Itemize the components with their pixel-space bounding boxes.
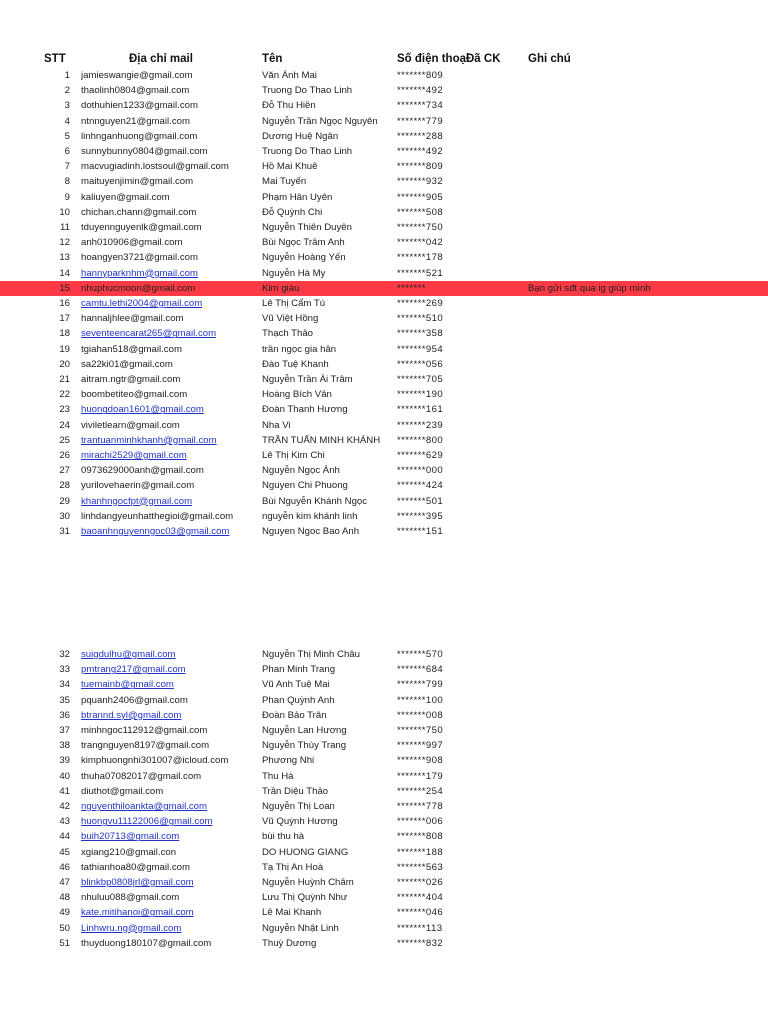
phone-cell: *******288 (397, 130, 444, 142)
phone-cell: *******809 (397, 161, 444, 173)
table-row (0, 205, 768, 220)
email-cell: minhngoc112912@gmail.com (81, 725, 208, 736)
table-row (0, 281, 768, 296)
email-cell: nhuluu088@gmail.com (81, 892, 180, 904)
name-cell: Thu Hà (262, 770, 294, 782)
row-number: 45 (59, 846, 70, 858)
phone-cell: *******684 (397, 664, 444, 676)
table-row (0, 220, 768, 235)
row-number: 50 (59, 922, 70, 934)
row-number: 2 (64, 85, 70, 97)
row-number: 1 (64, 70, 70, 81)
name-cell: Vũ Anh Tuệ Mai (262, 679, 330, 691)
phone-cell: *******508 (397, 206, 444, 218)
phone-cell: *******779 (397, 115, 444, 127)
email-cell: 0973629000anh@gmail.com (81, 465, 204, 477)
phone-cell: *******750 (397, 222, 444, 233)
row-number: 21 (59, 374, 70, 385)
phone-cell: *******563 (397, 861, 444, 873)
email-cell: xgiang210@gmail.con (81, 846, 177, 858)
phone-cell: *******008 (397, 709, 444, 721)
name-cell: Thuỳ Dương (262, 937, 317, 949)
email-cell: pquanh2406@gmail.com (81, 694, 188, 706)
header-email: Địa chỉ mail (129, 53, 193, 65)
row-number: 47 (59, 877, 70, 888)
email-cell: hannaljhlee@gmail.com (81, 313, 184, 325)
row-number: 34 (59, 679, 70, 691)
name-cell: Dương Huệ Ngân (262, 130, 339, 142)
row-number: 28 (59, 480, 70, 492)
phone-cell: *******395 (397, 510, 444, 522)
row-number: 26 (59, 450, 70, 461)
phone-cell: *******042 (397, 237, 444, 249)
row-number: 48 (59, 892, 70, 904)
table-row (0, 418, 768, 433)
email-cell: ntnnguyen21@gmail.com (81, 115, 190, 127)
phone-cell: *******932 (397, 176, 444, 188)
row-number: 29 (59, 495, 70, 507)
phone-cell: *******178 (397, 252, 444, 264)
table-row (0, 326, 768, 341)
phone-cell: *******056 (397, 358, 444, 370)
name-cell: Vũ Việt Hồng (262, 313, 319, 325)
table-row (0, 875, 768, 890)
table-row (0, 311, 768, 326)
phone-cell: *******026 (397, 877, 444, 888)
phone-cell: *******190 (397, 389, 444, 401)
name-cell: Đoàn Bảo Trân (262, 709, 327, 721)
phone-cell: *******006 (397, 816, 444, 828)
name-cell: bùi thu hà (262, 831, 305, 843)
table-row (0, 144, 768, 159)
table-row (0, 921, 768, 936)
table-row (0, 433, 768, 448)
row-number: 5 (64, 130, 70, 142)
email-cell: sa22ki01@gmail.com (81, 358, 173, 370)
email-cell[interactable]: blinkbp0808jrl@gmail.com (81, 877, 194, 888)
table-row (0, 342, 768, 357)
row-number: 16 (59, 298, 70, 309)
header-paid: Đã CK (466, 53, 501, 65)
row-number: 35 (59, 694, 70, 706)
row-number: 24 (59, 419, 70, 431)
row-number: 19 (59, 343, 70, 355)
table-row (0, 784, 768, 799)
row-number: 9 (64, 191, 70, 203)
name-cell: Mai Tuyến (262, 176, 307, 188)
email-cell: tathianhoa80@gmail.com (81, 861, 190, 873)
table-row (0, 478, 768, 493)
row-number: 39 (59, 755, 70, 767)
email-cell: nhuphucmoon@gmail.com (81, 282, 196, 294)
email-cell[interactable]: btrannd.syl@gmail.com (81, 709, 182, 721)
table-row (0, 647, 768, 662)
phone-cell: *******424 (397, 480, 444, 492)
name-cell: Vũ Quỳnh Hương (262, 816, 338, 828)
row-number: 46 (59, 861, 70, 873)
name-cell: Nguyen Chi Phuong (262, 480, 348, 492)
table-row (0, 708, 768, 723)
email-cell: kaliuyen@gmail.com (81, 191, 170, 203)
name-cell: Lê Mai Khanh (262, 907, 322, 919)
name-cell: TRẦN TUẤN MINH KHÁNH (262, 434, 381, 446)
name-cell: Nguyễn Hà My (262, 267, 326, 279)
table-row (0, 68, 768, 83)
name-cell: Nguyễn Nhật Linh (262, 922, 339, 934)
row-number: 30 (59, 510, 70, 522)
name-cell: Bùi Ngọc Trâm Anh (262, 237, 345, 249)
table-row (0, 693, 768, 708)
row-number: 36 (59, 709, 70, 721)
row-number: 11 (60, 222, 70, 233)
note-cell: Bạn gửi sđt qua ig giúp mình (528, 282, 651, 294)
email-cell[interactable]: pmtrang217@gmail.com (81, 664, 186, 676)
table-row (0, 235, 768, 250)
table-row (0, 448, 768, 463)
name-cell: Bùi Nguyễn Khánh Ngọc (262, 495, 368, 507)
name-cell: Nguyễn Thùy Trang (262, 740, 347, 752)
table-row (0, 524, 768, 539)
phone-cell: *******404 (397, 892, 444, 904)
email-cell[interactable]: tuemainb@gmail.com (81, 679, 174, 691)
table-row (0, 814, 768, 829)
phone-cell: *******161 (397, 404, 444, 416)
phone-cell: ******* (397, 282, 426, 294)
email-cell: linhnganhuong@gmail.com (81, 130, 198, 142)
phone-cell: *******705 (397, 374, 444, 385)
row-number: 51 (59, 937, 70, 949)
name-cell: Phan Quỳnh Anh (262, 694, 335, 706)
email-cell: diuthot@gmail.com (81, 785, 164, 797)
table-row (0, 738, 768, 753)
name-cell: Kim giàu (262, 282, 300, 294)
header-row (0, 50, 768, 68)
name-cell: Đào Tuệ Khanh (262, 358, 329, 370)
row-number: 20 (59, 358, 70, 370)
table-row (0, 829, 768, 844)
table-row (0, 98, 768, 113)
row-number: 10 (59, 206, 70, 218)
name-cell: Nguyễn Huỳnh Châm (262, 877, 354, 888)
phone-cell: *******997 (397, 740, 444, 752)
table-row (0, 159, 768, 174)
phone-cell: *******799 (397, 679, 444, 691)
row-number: 12 (59, 237, 70, 249)
row-number: 22 (59, 389, 70, 401)
table-row (0, 372, 768, 387)
table-row (0, 296, 768, 311)
table-row (0, 114, 768, 129)
name-cell: Lê Thị Kim Chi (262, 450, 325, 461)
email-cell: linhdangyeunhatthegioi@gmail.com (81, 510, 234, 522)
table-row (0, 357, 768, 372)
phone-cell: *******908 (397, 755, 444, 767)
table-row (0, 387, 768, 402)
email-cell: macvugiadinh.lostsoul@gmail.com (81, 161, 229, 173)
email-cell[interactable]: kate.mitihanoi@gmail.com (81, 907, 194, 919)
phone-cell: *******046 (397, 907, 444, 919)
email-cell[interactable]: suigdulhu@gmail.com (81, 649, 176, 660)
email-cell: dothuhien1233@gmail.com (81, 100, 198, 112)
phone-cell: *******521 (397, 267, 444, 279)
phone-cell: *******492 (397, 85, 444, 97)
phone-cell: *******501 (397, 495, 444, 507)
table-row (0, 662, 768, 677)
phone-cell: *******358 (397, 328, 444, 340)
row-number: 33 (59, 664, 70, 676)
name-cell: Nguyễn Hoàng Yến (262, 252, 346, 264)
email-cell[interactable]: buih20713@gmail.com (81, 831, 180, 843)
row-number: 25 (59, 434, 70, 446)
phone-cell: *******254 (397, 785, 444, 797)
phone-cell: *******510 (397, 313, 444, 325)
email-cell[interactable]: camtu.lethi2004@gmail.com (81, 298, 203, 309)
email-cell: anh010906@gmail.com (81, 237, 183, 249)
email-cell: hoangyen3721@gmail.com (81, 252, 198, 264)
phone-cell: *******179 (397, 770, 444, 782)
name-cell: Nguyễn Thị Loan (262, 801, 335, 812)
row-number: 17 (59, 313, 70, 325)
name-cell: Truong Do Thao Linh (262, 146, 353, 157)
row-number: 43 (59, 816, 70, 828)
phone-cell: *******151 (397, 526, 444, 537)
email-cell[interactable]: nguyenthiloankta@gmail.com (81, 801, 207, 812)
email-cell[interactable]: Linhwru.ng@gmail.com (81, 922, 182, 934)
email-cell: thuyduong180107@gmail.com (81, 937, 212, 949)
row-number: 49 (59, 907, 70, 919)
name-cell: Đoàn Thanh Hương (262, 404, 348, 416)
phone-cell: *******239 (397, 419, 444, 431)
email-cell[interactable]: baoanhnguyenngoc03@gmail.com (81, 526, 230, 537)
table-row (0, 769, 768, 784)
table-row (0, 845, 768, 860)
phone-cell: *******800 (397, 434, 444, 446)
header-name: Tên (262, 53, 283, 65)
name-cell: Nguyen Ngoc Bao Anh (262, 526, 360, 537)
name-cell: Hoàng Bích Vân (262, 389, 332, 401)
table-row (0, 174, 768, 189)
email-cell: tduyennguyenlk@gmail.com (81, 222, 202, 233)
name-cell: Hồ Mai Khuê (262, 161, 318, 173)
phone-cell: *******832 (397, 937, 444, 949)
email-cell[interactable]: hannyparknhm@gmail.com (81, 267, 198, 279)
name-cell: Phương Nhi (262, 755, 315, 767)
row-number: 37 (59, 725, 70, 736)
row-number: 8 (64, 176, 70, 188)
row-number: 40 (59, 770, 70, 782)
phone-cell: *******808 (397, 831, 444, 843)
name-cell: Đỗ Quỳnh Chi (262, 206, 323, 218)
name-cell: Phan Minh Trang (262, 664, 336, 676)
table-row (0, 190, 768, 205)
phone-cell: *******000 (397, 465, 444, 477)
phone-cell: *******734 (397, 100, 444, 112)
name-cell: Thạch Thảo (262, 328, 314, 340)
email-cell: viviletlearn@gmail.com (81, 419, 180, 431)
email-cell[interactable]: huongdoan1601@gmail.com (81, 404, 204, 416)
row-number: 14 (59, 267, 70, 279)
name-cell: Nguyễn Trần Ngọc Nguyên (262, 115, 378, 127)
table-row (0, 936, 768, 951)
phone-cell: *******492 (397, 146, 444, 157)
name-cell: Nguyễn Trần Ái Trâm (262, 374, 353, 385)
phone-cell: *******269 (397, 298, 444, 309)
phone-cell: *******570 (397, 649, 444, 660)
name-cell: nguyễn kim khánh linh (262, 510, 358, 522)
row-number: 4 (64, 115, 70, 127)
name-cell: trần ngọc gia hân (262, 343, 337, 355)
email-cell[interactable]: mirachi2529@gmail.com (81, 450, 187, 461)
name-cell: Đỗ Thu Hiền (262, 100, 316, 112)
phone-cell: *******629 (397, 450, 444, 461)
email-cell: thaolinh0804@gmail.com (81, 85, 190, 97)
email-cell: yurilovehaerin@gmail.com (81, 480, 195, 492)
name-cell: DO HUONG GIANG (262, 846, 349, 858)
table-row (0, 753, 768, 768)
phone-cell: *******905 (397, 191, 444, 203)
phone-cell: *******809 (397, 70, 444, 81)
table-row (0, 509, 768, 524)
email-cell[interactable]: khanhngocfpt@gmail.com (81, 495, 193, 507)
row-number: 42 (59, 801, 70, 812)
header-stt: STT (44, 53, 66, 65)
email-cell: maituyenjimin@gmail.com (81, 176, 194, 188)
table-row (0, 494, 768, 509)
table-row (0, 860, 768, 875)
table-row (0, 723, 768, 738)
name-cell: Lê Thị Cẩm Tú (262, 298, 326, 309)
phone-cell: *******188 (397, 846, 444, 858)
email-cell[interactable]: seventeencarat265@gmail.com (81, 328, 217, 340)
table-row (0, 799, 768, 814)
row-number: 13 (59, 252, 70, 264)
name-cell: Truong Do Thao Linh (262, 85, 353, 97)
row-number: 6 (64, 146, 70, 157)
email-cell: sunnybunny0804@gmail.com (81, 146, 208, 157)
row-number: 23 (59, 404, 70, 416)
row-number: 18 (59, 328, 70, 340)
email-cell: kimphuongnhi301007@icloud.com (81, 755, 229, 767)
name-cell: Nguyễn Thị Minh Châu (262, 649, 360, 660)
table-row (0, 83, 768, 98)
name-cell: Trần Diệu Thảo (262, 785, 329, 797)
email-cell[interactable]: trantuanminhkhanh@gmail.com (81, 434, 217, 446)
header-note: Ghi chú (528, 53, 571, 65)
table-row (0, 250, 768, 265)
table-row (0, 463, 768, 478)
email-cell: jamieswangie@gmail.com (81, 70, 193, 81)
email-cell: tgiahan518@gmail.com (81, 343, 182, 355)
table-row (0, 890, 768, 905)
name-cell: Nha Vi (262, 419, 291, 431)
phone-cell: *******100 (397, 694, 444, 706)
row-number: 27 (59, 465, 70, 477)
table-row (0, 677, 768, 692)
header-phone: Số điện thoại (397, 53, 470, 65)
row-number: 32 (59, 649, 70, 660)
email-cell: trangnguyen8197@gmail.com (81, 740, 210, 752)
phone-cell: *******113 (397, 922, 443, 934)
table-row (0, 266, 768, 281)
name-cell: Lưu Thị Quỳnh Như (262, 892, 348, 904)
email-cell[interactable]: huongvu11122006@gmail.com (81, 816, 213, 828)
phone-cell: *******954 (397, 343, 444, 355)
name-cell: Tạ Thị An Hoà (262, 861, 324, 873)
name-cell: Nguyễn Thiên Duyên (262, 222, 352, 233)
row-number: 7 (64, 161, 70, 173)
table-row (0, 129, 768, 144)
name-cell: Nguyễn Lan Hương (262, 725, 347, 736)
name-cell: Phạm Hân Uyên (262, 191, 333, 203)
phone-cell: *******750 (397, 725, 444, 736)
email-cell: thuha07082017@gmail.com (81, 770, 202, 782)
row-number: 38 (59, 740, 70, 752)
row-number: 3 (64, 100, 70, 112)
row-number: 44 (59, 831, 70, 843)
table-row (0, 402, 768, 417)
name-cell: Nguyễn Ngọc Ánh (262, 465, 340, 477)
email-cell: chichan.chann@gmail.com (81, 206, 197, 218)
row-number: 15 (59, 282, 70, 294)
row-number: 41 (59, 785, 70, 797)
name-cell: Văn Ánh Mai (262, 70, 317, 81)
table-row (0, 905, 768, 920)
email-cell: aitram.ngtr@gmail.com (81, 374, 181, 385)
email-cell: boombetiteo@gmail.com (81, 389, 188, 401)
row-number: 31 (59, 526, 70, 537)
phone-cell: *******778 (397, 801, 444, 812)
